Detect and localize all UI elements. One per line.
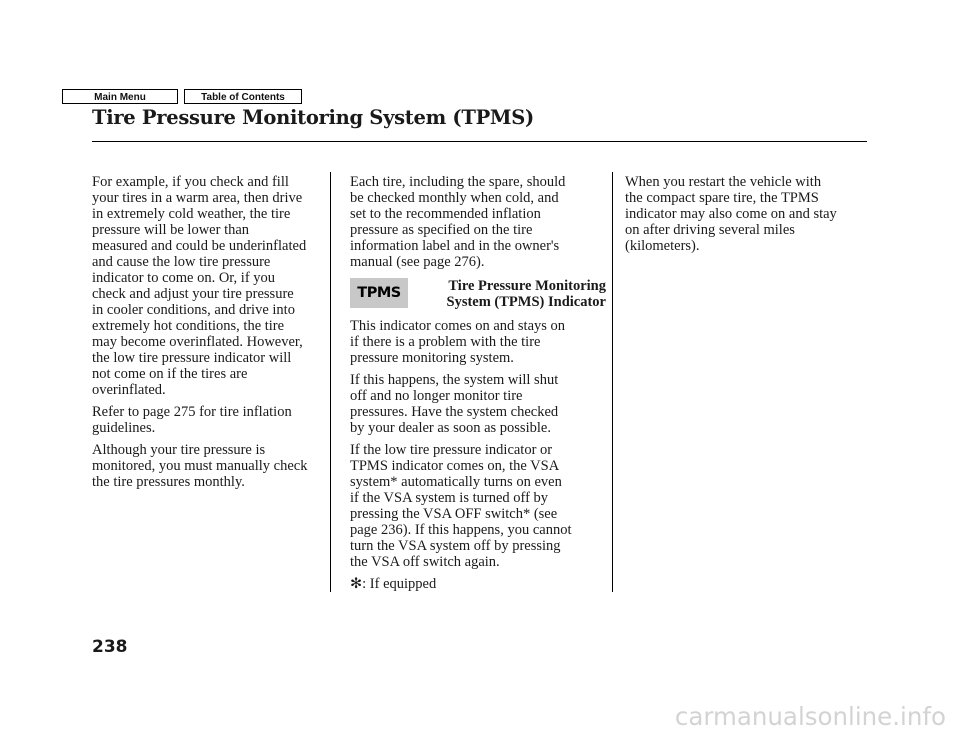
paragraph-temperature-example: For example, if you check and fill your tires in a warm area, then drive in extremely cold weather, the tire pressure will be lower than measured and could be underinflated and cause the low tire pressure indicator to come on. Or, if you check and adjust your tire pressure in cooler conditions, and drive into extremely hot conditions, the tire may become overinflated. However, the low tire pressure indicator will not come on if the tires are overinflated.	[92, 174, 307, 398]
table-of-contents-button[interactable]: Table of Contents	[184, 89, 302, 104]
text-column-1	[92, 174, 330, 496]
paragraph-system-shutoff: If this happens, the system will shut off and no longer monitor tire pressures. Have the system checked by your dealer as soon as possible.	[350, 372, 559, 436]
paragraph-monthly-check: Each tire, including the spare, should be checked monthly when cold, and set to the recommended inflation pressure as specified on the tire information label and in the owner's manual (see page 276).	[350, 174, 566, 270]
page-number: 238	[92, 637, 128, 657]
tpms-indicator-icon	[350, 278, 408, 308]
page-title: Tire Pressure Monitoring System (TPMS)	[92, 106, 534, 129]
watermark: carmanualsonline.info	[674, 702, 946, 731]
text-column-3	[625, 174, 865, 260]
paragraph-inflation-reference: Refer to page 275 for tire inflation guidelines.	[92, 404, 292, 436]
indicator-subheading: Tire Pressure Monitoring System (TPMS) Indicator	[446, 278, 606, 310]
paragraph-vsa: If the low tire pressure indicator or TPMS indicator comes on, the VSA system* automatically turns on even if the VSA system is turned off by pressing the VSA OFF switch* (see page 236). If this happens, you cannot turn the VSA system off by pressing the VSA off switch again.	[350, 442, 572, 570]
main-menu-button[interactable]: Main Menu	[62, 89, 178, 104]
title-divider	[92, 141, 867, 142]
paragraph-indicator-on: This indicator comes on and stays on if there is a problem with the tire pressure monitoring system.	[350, 318, 566, 366]
text-column-2	[350, 174, 606, 598]
footnote-if-equipped: ✻: If equipped	[350, 576, 437, 592]
paragraph-manual-check: Although your tire pressure is monitored, you must manually check the tire pressures monthly.	[92, 442, 308, 490]
column-divider	[612, 172, 613, 592]
tpms-icon-label: TPMS	[357, 285, 401, 301]
tpms-indicator-heading	[350, 278, 606, 310]
paragraph-compact-spare: When you restart the vehicle with the compact spare tire, the TPMS indicator may also come on and stay on after driving several miles (kilometers).	[625, 174, 837, 254]
column-divider	[330, 172, 331, 592]
